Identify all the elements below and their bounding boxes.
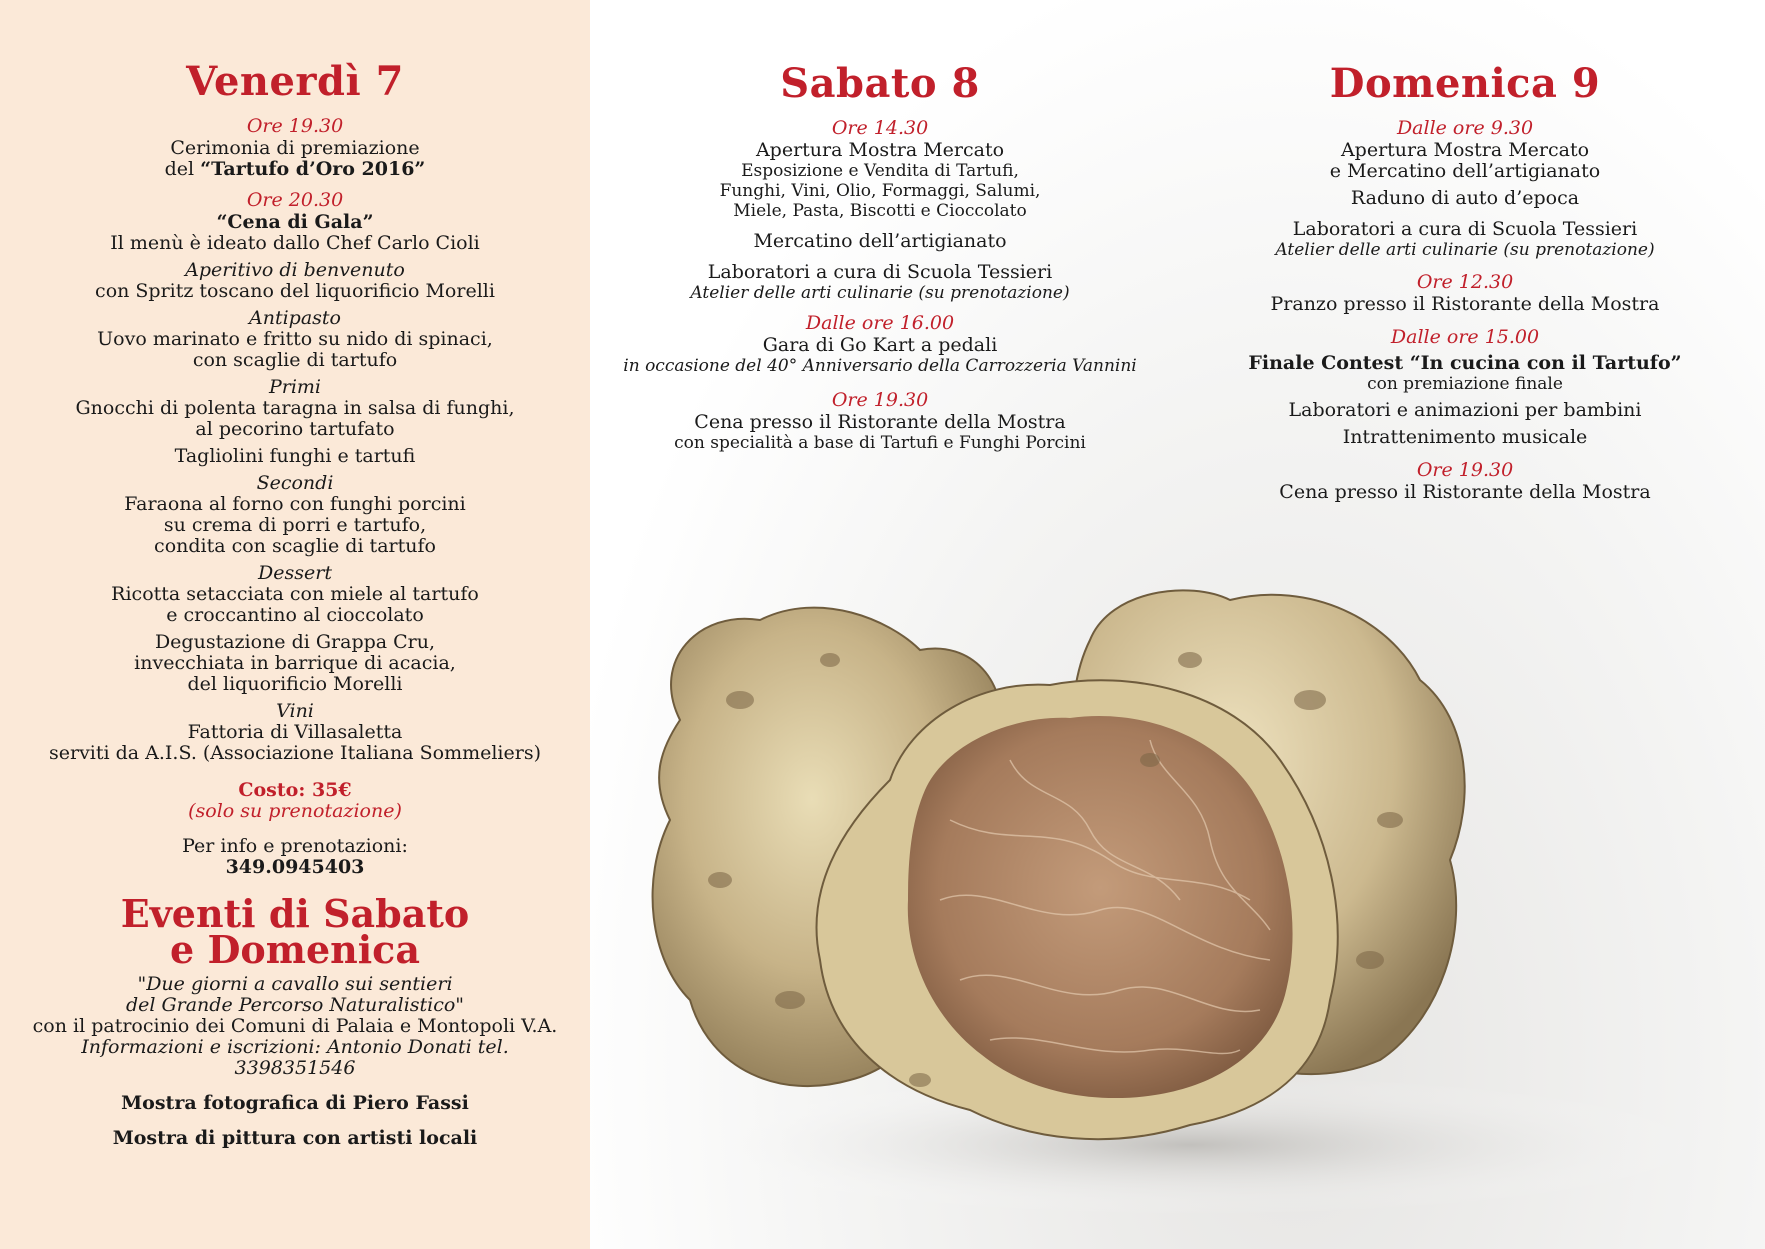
friday-column — [20, 58, 570, 1149]
sunday-title: Domenica 9 — [1329, 60, 1601, 107]
aperitivo-text: con Spritz toscano del liquorificio Morelli — [95, 280, 495, 302]
grappa-line-2: invecchiata in barrique di acacia, — [134, 652, 456, 674]
sunday-cars: Raduno di auto d’epoca — [1350, 187, 1580, 209]
kart-title: Gara di Go Kart a pedali — [762, 334, 998, 356]
antipasto-label: Antipasto — [249, 307, 341, 329]
sunday-kids: Laboratori e animazioni per bambini — [1288, 399, 1642, 421]
saturday-lab-subtitle: Atelier delle arti culinarie (su prenotazione) — [690, 283, 1070, 303]
saturday-time-2: Dalle ore 16.00 — [805, 312, 955, 334]
primi-line-1: Gnocchi di polenta taragna in salsa di funghi, — [75, 397, 515, 419]
events-patronage: con il patrocinio dei Comuni di Palaia e Montopoli V.A. — [32, 1015, 558, 1037]
sunday-time-2: Ore 12.30 — [1416, 271, 1514, 293]
antipasto-line-2: con scaglie di tartufo — [192, 349, 398, 371]
saturday-column — [610, 60, 1150, 453]
dessert-label: Dessert — [258, 562, 332, 584]
sunday-dinner: Cena presso il Ristorante della Mostra — [1279, 481, 1651, 503]
sunday-time-3: Dalle ore 15.00 — [1390, 326, 1540, 348]
primi-line-2: al pecorino tartufato — [195, 418, 395, 440]
saturday-dinner-subtitle: con specialità a base di Tartufi e Funghi Porcini — [674, 433, 1086, 453]
events-contact: Informazioni e iscrizioni: Antonio Donati tel. 3398351546 — [81, 1036, 509, 1079]
sunday-music: Intrattenimento musicale — [1342, 426, 1588, 448]
primi-line-3: Tagliolini funghi e tartufi — [174, 445, 416, 467]
contest-title: Finale Contest “In cucina con il Tartufo” — [1248, 352, 1682, 374]
cost: Costo: 35€ — [238, 779, 352, 801]
vini-label: Vini — [276, 700, 314, 722]
dessert-line-1: Ricotta setacciata con miele al tartufo — [111, 583, 479, 605]
saturday-time-1: Ore 14.30 — [831, 117, 929, 139]
friday-time-1: Ore 19.30 — [246, 115, 344, 137]
secondi-label: Secondi — [256, 472, 334, 494]
secondi-line-1: Faraona al forno con funghi porcini — [124, 493, 466, 515]
saturday-title: Sabato 8 — [780, 60, 980, 107]
events-title-line-2: e Domenica — [170, 927, 420, 972]
sunday-time-1: Dalle ore 9.30 — [1396, 117, 1534, 139]
aperitivo-label: Aperitivo di benvenuto — [185, 259, 405, 281]
sunday-lab-subtitle: Atelier delle arti culinarie (su prenotazione) — [1275, 240, 1655, 260]
saturday-lab-title: Laboratori a cura di Scuola Tessieri — [707, 261, 1053, 283]
ceremony-prefix: del — [164, 158, 201, 180]
events-quote-line-1: "Due giorni a cavallo sui sentieri — [137, 973, 453, 995]
grappa-line-3: del liquorificio Morelli — [187, 673, 403, 695]
sunday-lunch: Pranzo presso il Ristorante della Mostra — [1270, 293, 1660, 315]
sunday-lab-title: Laboratori a cura di Scuola Tessieri — [1292, 218, 1638, 240]
saturday-time-3: Ore 19.30 — [831, 389, 929, 411]
events-title-line-1: Eventi di Sabato — [120, 891, 470, 936]
contest-subtitle: con premiazione finale — [1367, 374, 1563, 394]
kart-subtitle: in occasione del 40° Anniversario della Carrozzeria Vannini — [623, 356, 1137, 376]
truffle-cut-face — [908, 716, 1293, 1098]
dessert-line-2: e croccantino al cioccolato — [166, 604, 424, 626]
vini-line-1: Fattoria di Villasaletta — [187, 721, 403, 743]
sunday-column — [1200, 60, 1730, 503]
saturday-market-title: Apertura Mostra Mercato — [755, 139, 1005, 161]
primi-label: Primi — [268, 376, 322, 398]
secondi-line-3: condita con scaglie di tartufo — [154, 535, 436, 557]
saturday-market-line-1: Esposizione e Vendita di Tartufi, — [741, 161, 1019, 181]
vini-line-2: serviti da A.I.S. (Associazione Italiana Sommeliers) — [49, 742, 541, 764]
photo-exhibition: Mostra fotografica di Piero Fassi — [121, 1092, 469, 1114]
cost-note: (solo su prenotazione) — [188, 800, 402, 822]
info-label: Per info e prenotazioni: — [182, 835, 408, 857]
sunday-time-4: Ore 19.30 — [1416, 459, 1514, 481]
saturday-crafts: Mercatino dell’artigianato — [753, 230, 1007, 252]
friday-time-2: Ore 20.30 — [246, 189, 344, 211]
gala-title: “Cena di Gala” — [216, 211, 374, 233]
info-phone: 349.0945403 — [225, 856, 365, 878]
saturday-market-line-2: Funghi, Vini, Olio, Formaggi, Salumi, — [719, 181, 1041, 201]
saturday-market-line-3: Miele, Pasta, Biscotti e Cioccolato — [733, 201, 1027, 221]
painting-exhibition: Mostra di pittura con artisti locali — [112, 1127, 478, 1149]
ceremony-award: “Tartufo d’Oro 2016” — [200, 158, 426, 180]
antipasto-line-1: Uovo marinato e fritto su nido di spinaci, — [97, 328, 493, 350]
ceremony-line-1: Cerimonia di premiazione — [170, 137, 420, 159]
gala-subtitle: Il menù è ideato dallo Chef Carlo Cioli — [110, 232, 480, 254]
ceremony-line-2 — [20, 159, 570, 180]
friday-title: Venerdì 7 — [186, 58, 404, 105]
sunday-market-line-2: e Mercatino dell’artigianato — [1329, 160, 1601, 182]
events-quote-line-2: del Grande Percorso Naturalistico" — [125, 994, 465, 1016]
saturday-dinner-title: Cena presso il Ristorante della Mostra — [694, 411, 1066, 433]
secondi-line-2: su crema di porri e tartufo, — [163, 514, 427, 536]
sunday-market-line-1: Apertura Mostra Mercato — [1340, 139, 1590, 161]
grappa-line-1: Degustazione di Grappa Cru, — [154, 631, 436, 653]
